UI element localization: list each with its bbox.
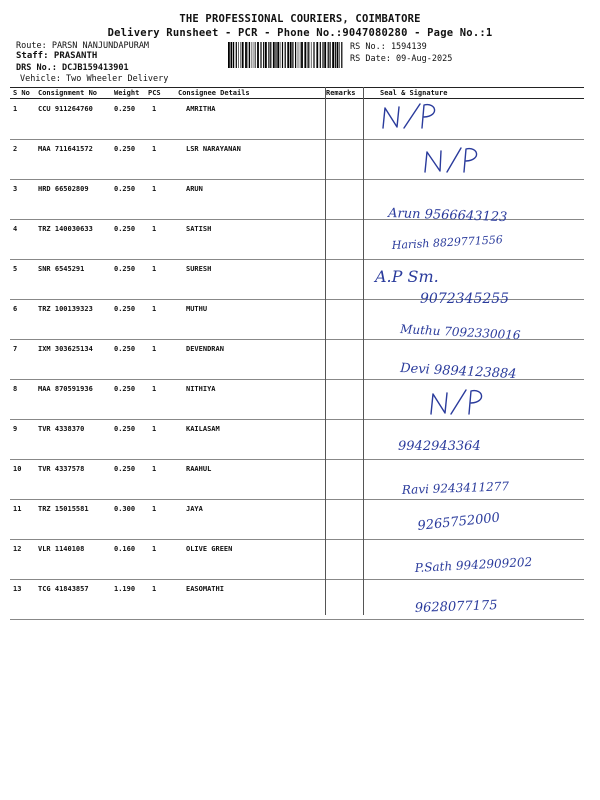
cell-weight: 0.250 bbox=[114, 345, 136, 353]
table-row bbox=[10, 219, 584, 259]
col-weight: Weight bbox=[114, 89, 140, 97]
cell-pcs: 1 bbox=[152, 505, 157, 513]
drs-number: DRS No.: DCJB159413901 bbox=[16, 63, 129, 73]
cell-weight: 0.250 bbox=[114, 425, 136, 433]
col-consignment: Consignment No bbox=[38, 89, 98, 97]
cell-weight: 0.250 bbox=[114, 465, 136, 473]
cell-consignment: TCG 41843857 bbox=[38, 585, 89, 593]
cell-sno: 7 bbox=[13, 345, 18, 353]
col-remarks: Remarks bbox=[326, 89, 356, 97]
cell-consignee: ARUN bbox=[186, 185, 203, 193]
cell-weight: 0.300 bbox=[114, 505, 136, 513]
cell-pcs: 1 bbox=[152, 145, 157, 153]
cell-weight: 0.250 bbox=[114, 105, 136, 113]
cell-weight: 1.190 bbox=[114, 585, 136, 593]
cell-consignment: MAA 711641572 bbox=[38, 145, 93, 153]
cell-sno: 10 bbox=[13, 465, 22, 473]
company-title: THE PROFESSIONAL COURIERS, COIMBATORE bbox=[179, 13, 421, 25]
cell-sno: 6 bbox=[13, 305, 18, 313]
cell-consignment: MAA 870591936 bbox=[38, 385, 93, 393]
cell-sno: 5 bbox=[13, 265, 18, 273]
cell-pcs: 1 bbox=[152, 345, 157, 353]
barcode bbox=[228, 42, 343, 68]
cell-consignee: DEVENDRAN bbox=[186, 345, 224, 353]
cell-consignee: LSR NARAYANAN bbox=[186, 145, 241, 153]
cell-consignment: VLR 1140108 bbox=[38, 545, 85, 553]
route-label: Route: PARSN NANJUNDAPURAM bbox=[16, 41, 150, 51]
cell-consignment: HRD 66502809 bbox=[38, 185, 89, 193]
cell-weight: 0.160 bbox=[114, 545, 136, 553]
cell-pcs: 1 bbox=[152, 185, 157, 193]
table-row bbox=[10, 499, 584, 539]
table-row bbox=[10, 579, 584, 619]
table-row bbox=[10, 419, 584, 459]
cell-sno: 8 bbox=[13, 385, 18, 393]
vehicle-label: Vehicle: Two Wheeler Delivery bbox=[20, 74, 169, 84]
table-row bbox=[10, 539, 584, 579]
cell-consignee: RAAHUL bbox=[186, 465, 212, 473]
signature-row-6: Muthu 7092330016 bbox=[399, 322, 521, 343]
cell-consignment: CCU 911264760 bbox=[38, 105, 93, 113]
cell-pcs: 1 bbox=[152, 425, 157, 433]
col-sno: S No bbox=[13, 89, 30, 97]
cell-pcs: 1 bbox=[152, 385, 157, 393]
cell-consignment: TVR 4338370 bbox=[38, 425, 85, 433]
cell-consignee: NITHIYA bbox=[186, 385, 216, 393]
table-row bbox=[10, 379, 584, 419]
rs-number: RS No.: 1594139 bbox=[350, 42, 427, 52]
cell-weight: 0.250 bbox=[114, 305, 136, 313]
table-row bbox=[10, 139, 584, 179]
signature-row-3: Arun 9566643123 bbox=[387, 206, 508, 226]
cell-weight: 0.250 bbox=[114, 265, 136, 273]
table-row bbox=[10, 179, 584, 219]
cell-consignment: SNR 6545291 bbox=[38, 265, 85, 273]
cell-sno: 9 bbox=[13, 425, 18, 433]
table-row bbox=[10, 339, 584, 379]
cell-pcs: 1 bbox=[152, 465, 157, 473]
signature-row-7: Devi 9894123884 bbox=[399, 361, 517, 383]
table-row bbox=[10, 259, 584, 299]
cell-consignment: TRZ 100139323 bbox=[38, 305, 93, 313]
staff-label: Staff: PRASANTH bbox=[16, 51, 98, 61]
signature-row-5: A.P Sm. bbox=[375, 267, 439, 286]
cell-pcs: 1 bbox=[152, 265, 157, 273]
cell-consignee: KAILASAM bbox=[186, 425, 220, 433]
cell-pcs: 1 bbox=[152, 225, 157, 233]
cell-sno: 13 bbox=[13, 585, 22, 593]
cell-consignee: EASOMATHI bbox=[186, 585, 224, 593]
col-consignee: Consignee Details bbox=[178, 89, 250, 97]
cell-consignment: TVR 4337578 bbox=[38, 465, 85, 473]
row-separator bbox=[10, 619, 584, 620]
cell-weight: 0.250 bbox=[114, 385, 136, 393]
signature-row-11: 9265752000 bbox=[416, 510, 501, 534]
signature-row-4: Harish 8829771556 bbox=[391, 233, 504, 252]
signature-row-12: P.Sath 9942909202 bbox=[414, 554, 533, 575]
cell-sno: 3 bbox=[13, 185, 18, 193]
rs-date: RS Date: 09-Aug-2025 bbox=[350, 54, 453, 64]
cell-consignee: OLIVE GREEN bbox=[186, 545, 233, 553]
signature-row-9: 9942943364 bbox=[398, 439, 481, 454]
col-seal-signature: Seal & Signature bbox=[380, 89, 448, 97]
col-pcs: PCS bbox=[148, 89, 161, 97]
runsheet-subtitle: Delivery Runsheet - PCR - Phone No.:9047080280 - Page No.:1 bbox=[107, 27, 493, 39]
signature-row-10: Ravi 9243411277 bbox=[401, 479, 510, 497]
cell-consignee: SURESH bbox=[186, 265, 212, 273]
cell-pcs: 1 bbox=[152, 105, 157, 113]
cell-sno: 11 bbox=[13, 505, 22, 513]
cell-pcs: 1 bbox=[152, 305, 157, 313]
signature-row-13: 9628077175 bbox=[414, 598, 498, 616]
cell-sno: 4 bbox=[13, 225, 18, 233]
cell-consignee: JAYA bbox=[186, 505, 203, 513]
cell-consignee: AMRITHA bbox=[186, 105, 216, 113]
cell-sno: 2 bbox=[13, 145, 18, 153]
cell-consignment: IXM 303625134 bbox=[38, 345, 93, 353]
cell-consignee: SATISH bbox=[186, 225, 212, 233]
table-rule bbox=[10, 87, 584, 88]
table-row bbox=[10, 459, 584, 499]
cell-sno: 12 bbox=[13, 545, 22, 553]
cell-weight: 0.250 bbox=[114, 185, 136, 193]
cell-pcs: 1 bbox=[152, 585, 157, 593]
table-row bbox=[10, 299, 584, 339]
table-row bbox=[10, 99, 584, 139]
cell-weight: 0.250 bbox=[114, 225, 136, 233]
cell-consignee: MUTHU bbox=[186, 305, 208, 313]
cell-sno: 1 bbox=[13, 105, 18, 113]
cell-consignment: TRZ 140030633 bbox=[38, 225, 93, 233]
cell-consignment: TRZ 15015581 bbox=[38, 505, 89, 513]
cell-pcs: 1 bbox=[152, 545, 157, 553]
signature-row-5-phone: 9072345255 bbox=[420, 291, 510, 307]
cell-weight: 0.250 bbox=[114, 145, 136, 153]
